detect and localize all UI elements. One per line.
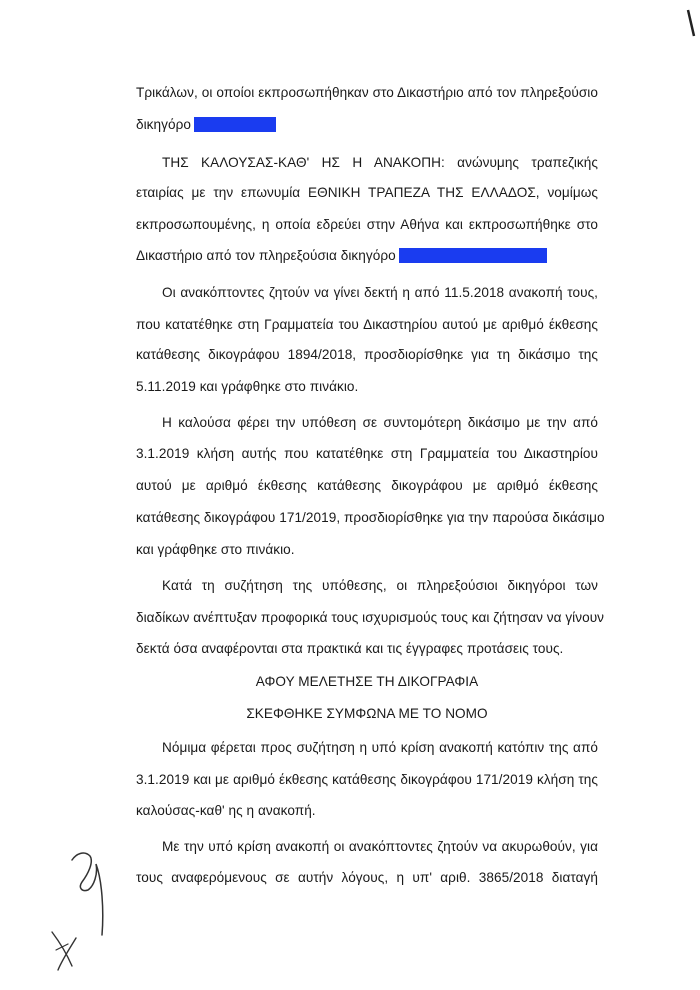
doc-line-24: Με την υπό κρίση ανακοπή οι ανακόπτοντες ζητούν να ακυρωθούν, για	[162, 839, 598, 854]
doc-line-22: 3.1.2019 και με αριθμό έκθεσης κατάθεσης δικογράφου 171/2019 κλήση της	[136, 772, 598, 787]
doc-line-10: 5.11.2019 και γράφθηκε στο πινάκιο.	[136, 379, 359, 394]
redaction-block	[399, 248, 547, 263]
doc-line-6	[136, 247, 547, 264]
doc-line-16: Κατά τη συζήτηση της υπόθεσης, οι πληρεξούσιοι δικηγόροι των	[162, 578, 598, 593]
scan-corner-mark	[686, 8, 696, 38]
doc-line-3: ΤΗΣ ΚΑΛΟΥΣΑΣ-ΚΑΘ' ΗΣ Η ΑΝΑΚΟΠΗ: ανώνυμης τραπεζικής	[162, 155, 598, 170]
doc-line-9: κατάθεσης δικογράφου 1894/2018, προσδιορίσθηκε για τη δικάσιμο της	[136, 347, 598, 362]
doc-line-1: Τρικάλων, οι οποίοι εκπροσωπήθηκαν στο Δικαστήριο από τον πληρεξούσιο	[136, 85, 598, 100]
section-heading-1: ΑΦΟΥ ΜΕΛΕΤΗΣΕ ΤΗ ΔΙΚΟΓΡΑΦΙΑ	[255, 674, 479, 689]
doc-line-12: 3.1.2019 κλήση αυτής που κατατέθηκε στη Γραμματεία του Δικαστηρίου	[136, 446, 598, 461]
doc-line-5: εκπροσωπουμένης, η οποία εδρεύει στην Αθήνα και εκπροσωπήθηκε στο	[136, 217, 598, 232]
doc-line-13: αυτού με αριθμό έκθεσης κατάθεσης δικογράφου με αριθμό έκθεσης	[136, 478, 598, 493]
doc-line-18: δεκτά όσα αναφέρονται στα πρακτικά και τις έγγραφες προτάσεις τους.	[136, 641, 564, 656]
doc-line-7: Οι ανακόπτοντες ζητούν να γίνει δεκτή η από 11.5.2018 ανακοπή τους,	[162, 285, 598, 300]
doc-line-11: Η καλούσα φέρει την υπόθεση σε συντομότερη δικάσιμο με την από	[162, 415, 598, 430]
doc-line-2-text: δικηγόρο	[136, 117, 191, 132]
doc-line-21: Νόμιμα φέρεται προς συζήτηση η υπό κρίση ανακοπή κατόπιν της από	[162, 740, 598, 755]
doc-line-8: που κατατέθηκε στη Γραμματεία του Δικαστηρίου αυτού με αριθμό έκθεσης	[136, 317, 598, 332]
doc-line-4: εταιρίας με την επωνυμία ΕΘΝΙΚΗ ΤΡΑΠΕΖΑ ΤΗΣ ΕΛΛΑΔΟΣ, νομίμως	[136, 185, 598, 200]
section-heading-2: ΣΚΕΦΘΗΚΕ ΣΥΜΦΩΝΑ ΜΕ ΤΟ ΝΟΜΟ	[246, 706, 488, 721]
doc-line-6-text: Δικαστήριο από τον πληρεξούσια δικηγόρο	[136, 248, 396, 263]
doc-line-14: κατάθεσης δικογράφου 171/2019, προσδιορίσθηκε για την παρούσα δικάσιμο	[136, 510, 605, 525]
doc-line-23: καλούσας-καθ' ης η ανακοπή.	[136, 803, 316, 818]
doc-line-17: διαδίκων ανέπτυξαν προφορικά τους ισχυρισμούς τους και ζήτησαν να γίνουν	[136, 610, 605, 625]
handwritten-signature	[32, 840, 132, 980]
doc-line-15: και γράφθηκε στο πινάκιο.	[136, 542, 295, 557]
doc-line-25: τους αναφερόμενους σε αυτήν λόγους, η υπ' αριθ. 3865/2018 διαταγή	[136, 870, 598, 885]
doc-line-2	[136, 116, 276, 133]
redaction-block	[194, 117, 276, 132]
